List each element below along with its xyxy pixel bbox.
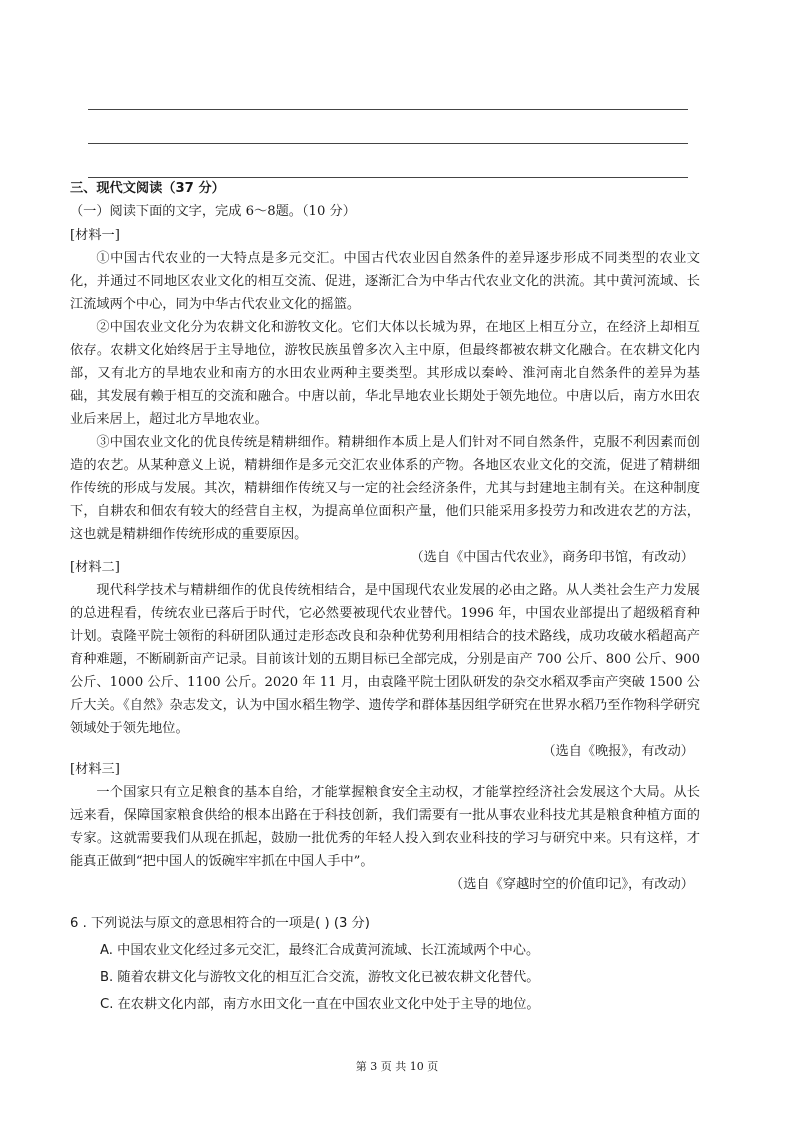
- source-citation: （选自《中国古代农业》，商务印书馆，有改动）: [410, 550, 694, 565]
- section-subtitle: （一）阅读下面的文字，完成 6～8题。（10 分）: [70, 204, 356, 219]
- paragraph: ③中国农业文化的优良传统是精耕细作。精耕细作本质上是人们针对不同自然条件，克服不利因素而创造的农艺。从某种意义上说，精耕细作是多元交汇农业体系的产物。各地区农业文化的交流，促进了精耕细作传统的形成与发展。其次，精耕细作传统又与一定的社会经济条件，尤其与封建地主制有关。在这种制度下，自耕农和佃农有较大的经营自主权，为提高单位面积产量，他们只能采用多投劳力和改进农艺的方法，这也就是精耕细作传统形成的重要原因。: [70, 435, 700, 542]
- section-title: 三、现代文阅读（37 分）: [70, 181, 225, 196]
- material-two: [70, 556, 700, 763]
- option-a[interactable]: A. 中国农业文化经过多元交汇，最终汇合成黄河流域、长江流域两个中心。: [100, 943, 540, 958]
- section-header: [70, 177, 700, 223]
- option-b[interactable]: B. 随着农耕文化与游牧文化的相互汇合交流，游牧文化已被农耕文化替代。: [100, 970, 540, 985]
- page-number: 第 3 页 共 10 页: [355, 1060, 439, 1073]
- material-three: [70, 758, 700, 896]
- question-stem: 6 . 下列说法与原文的意思相符合的一项是( ) (3 分): [70, 916, 370, 931]
- paragraph: ①中国古代农业的一大特点是多元交汇。中国古代农业因自然条件的差异逐步形成不同类型的农业文化，并通过不同地区农业文化的相互交流、促进，逐渐汇合为中华古代农业文化的洪流。其中黄河流域、长江流域两个中心，同为中华古代农业文化的摇篮。: [70, 251, 700, 312]
- source-citation: （选自《穿越时空的价值印记》，有改动）: [450, 877, 694, 892]
- option-c[interactable]: C. 在农耕文化内部，南方水田文化一直在中国农业文化中处于主导的地位。: [100, 997, 540, 1012]
- material-label: [材料三]: [70, 762, 120, 777]
- paragraph: 一个国家只有立足粮食的基本自给，才能掌握粮食安全主动权，才能掌控经济社会发展这个大局。从长远来看，保障国家粮食供给的根本出路在于科技创新，我们需要有一批从事农业科技尤其是粮食种植方面的专家。这就需要我们从现在抓起，鼓励一批优秀的年轻人投入到农业科技的学习与研究中来。只有这样，才能真正做到“把中国人的饭碗牢牢抓在中国人手中”。: [70, 785, 700, 869]
- question-6: [70, 910, 700, 1018]
- material-one: [70, 224, 700, 569]
- answer-line[interactable]: [88, 109, 688, 110]
- answer-line[interactable]: [88, 143, 688, 144]
- paragraph: ②中国农业文化分为农耕文化和游牧文化。它们大体以长城为界，在地区上相互分立，在经济上却相互依存。农耕文化始终居于主导地位，游牧民族虽曾多次入主中原，但最终都被农耕文化融合。在农耕文化内部，又有北方的旱地农业和南方的水田农业两种主要类型。其形成以秦岭、淮河南北自然条件的差异为基础，其发展有赖于相互的交流和融合。中唐以前，华北旱地农业长期处于领先地位。中唐以后，南方水田农业后来居上，超过北方旱地农业。: [70, 320, 700, 427]
- material-label: [材料二]: [70, 560, 120, 575]
- material-label: [材料一]: [70, 228, 120, 243]
- source-citation: （选自《晚报》，有改动）: [542, 744, 694, 759]
- paragraph: 现代科学技术与精耕细作的优良传统相结合，是中国现代农业发展的必由之路。从人类社会生产力发展的总进程看，传统农业已落后于时代，它必然要被现代农业替代。1996 年，中国农业部提出了超级稻育种计划。袁隆平院士领衔的科研团队通过走形态改良和杂种优势利用相结合的技术路线，成功攻破水稻超高产育种难题，不断刷新亩产记录。目前该计划的五期目标已全部完成，分别是亩产 700 公斤、800 公斤、900 公斤、1000 公斤、1100 公斤。2020 年 11 月，由袁隆平院士团队研发的杂交水稻双季亩产突破 1500 公斤大关。《自然》杂志发文，认为中国水稻生物学、遗传学和群体基因组学研究在世界水稻乃至作物科学研究领域处于领先地位。: [70, 583, 700, 736]
